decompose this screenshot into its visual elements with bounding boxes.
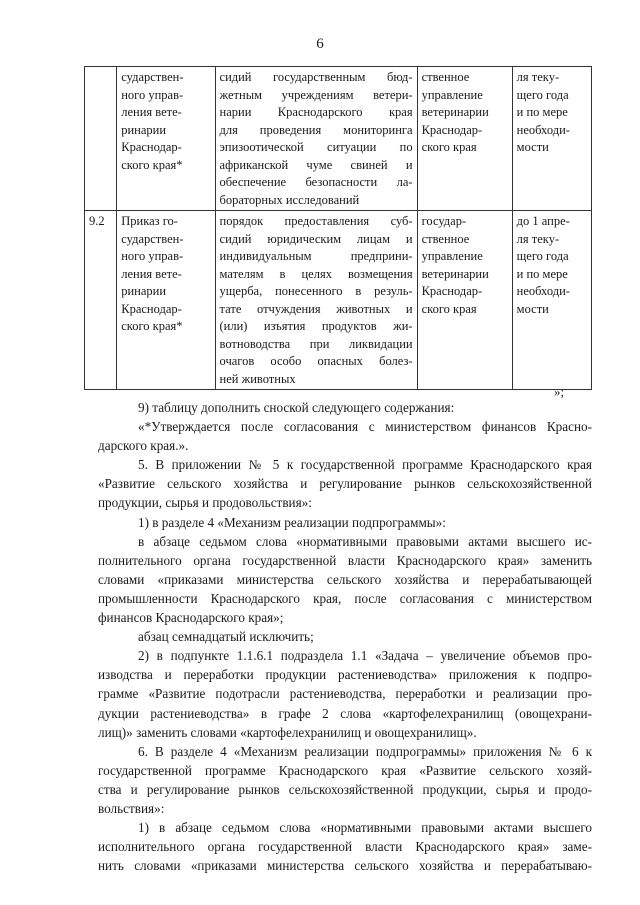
deadline-cell: [512, 211, 591, 390]
cell-text-line: Краснодар-: [421, 284, 483, 298]
cell-text-line: ственное: [421, 231, 470, 246]
responsible-cell: [417, 67, 512, 211]
text-line: нить словами «приказами министерства сельского хозяйства и перерабатываю-: [98, 858, 592, 874]
cell-text-line: ного управ-: [121, 87, 184, 102]
cell-text-line: мости: [516, 140, 549, 154]
cell-text-line: жетным учреждениям ветери-: [219, 87, 413, 102]
text-line: ства и регулирование рынков сельскохозяйственной продукции, сырья и продо-: [98, 781, 592, 797]
cell-text-line: ного управ-: [121, 249, 184, 263]
cell-text-line: Краснодар-: [121, 301, 182, 316]
cell-text-line: эпизоотической ситуации по: [219, 140, 413, 154]
text-line: в абзаце седьмом слова «нормативными правовыми актами высшего ис-: [138, 533, 592, 549]
cell-text-line: ветеринарии: [421, 105, 489, 119]
text-line: полнительного органа государственной власти Краснодарского края» заменить: [98, 552, 592, 568]
cell-text-line: необходи-: [516, 284, 570, 298]
table-closing-quote: »;: [554, 384, 565, 399]
text-line: 1) в разделе 4 «Механизм реализации подпрограммы»:: [138, 514, 446, 530]
text-line: исполнительного органа государственной власти Краснодарского края» заме-: [98, 839, 592, 855]
row-number: 9.2: [89, 214, 105, 228]
cell-text-line: бораторных исследований: [219, 192, 360, 207]
table-row: [85, 211, 592, 390]
document-body: [98, 398, 592, 875]
text-line: вольствия»:: [98, 800, 165, 816]
cell-text-line: вотноводства при ликвидации: [219, 336, 413, 351]
cell-text-line: и по мере: [516, 266, 568, 281]
cell-text-line: ского края: [421, 301, 477, 316]
text-line: «Развитие сельского хозяйства и регулирование рынков сельскохозяйственной: [98, 476, 592, 492]
text-line: «*Утверждается после согласования с министерством финансов Красно-: [138, 419, 592, 435]
description-cell: [215, 67, 417, 211]
text-line: 6. В разделе 4 «Механизм реализации подпрограммы» приложения № 6 к: [138, 743, 592, 759]
page-number: 6: [316, 36, 324, 52]
cell-text-line: до 1 апре-: [516, 214, 570, 228]
cell-text-line: ля теку-: [516, 231, 560, 246]
cell-text-line: обеспечение безопасности ла-: [219, 175, 413, 189]
cell-text-line: ветеринарии: [421, 266, 489, 281]
text-line: словами «приказами министерства сельского хозяйства и перерабатывающей: [98, 571, 592, 587]
text-line: 9) таблицу дополнить сноской следующего содержания:: [138, 400, 455, 415]
cell-text-line: сидий юридическим лицам и: [219, 231, 413, 246]
cell-text-line: мости: [516, 301, 549, 316]
cell-text-line: ринарии: [121, 284, 167, 298]
cell-text-line: ущерба, понесенного в резуль-: [219, 284, 413, 298]
text-line: 2) в подпункте 1.1.6.1 подраздела 1.1 «Задача – увеличение объемов про-: [138, 648, 592, 664]
paragraph: [98, 742, 592, 818]
cell-text-line: ринарии: [121, 122, 167, 137]
table-body: [85, 67, 592, 390]
text-line: грамме «Развитие подотрасли растениеводства, переработки и реализации про-: [98, 686, 592, 702]
description-cell: [215, 211, 417, 390]
cell-text-line: ского края: [421, 140, 477, 154]
cell-text-line: ского края*: [121, 319, 183, 333]
cell-text-line: нарии Краснодарского края: [219, 105, 413, 119]
row-number-cell: [85, 211, 117, 390]
paragraph: [98, 513, 592, 532]
cell-text-line: ственное: [421, 70, 470, 84]
table-row: [85, 67, 592, 211]
cell-text-line: для проведения мониторинга: [219, 122, 413, 137]
cell-text-line: управление: [421, 249, 483, 263]
cell-text-line: государ-: [421, 214, 467, 228]
responsible-cell: [417, 211, 512, 390]
cell-text-line: очагов особо опасных болез-: [219, 354, 413, 368]
cell-text-line: сидий государственным бюд-: [219, 70, 413, 84]
paragraph: [98, 417, 592, 455]
legal-act-cell: [117, 67, 215, 211]
cell-text-line: и по мере: [516, 105, 568, 119]
cell-text-line: ля теку-: [516, 70, 560, 84]
cell-text-line: мателям в целях возмещения: [219, 266, 413, 281]
paragraph: [98, 627, 592, 646]
text-line: 5. В приложении № 5 к государственной программе Краснодарского края: [138, 457, 592, 473]
paragraph: [98, 398, 592, 417]
cell-text-line: Краснодар-: [421, 122, 483, 137]
text-line: продукции, сырья и продовольствия»:: [98, 495, 312, 511]
cell-text-line: сударствен-: [121, 70, 184, 84]
cell-text-line: щего года: [516, 87, 569, 102]
cell-text-line: необходи-: [516, 122, 570, 137]
paragraph: [98, 646, 592, 741]
text-line: изводства и переработки продукции растениеводства» приложения к подпро-: [98, 667, 592, 683]
cell-text-line: Приказ го-: [121, 214, 178, 228]
legal-act-cell: [117, 211, 215, 390]
cell-text-line: Краснодар-: [121, 140, 182, 154]
text-line: дарского края.».: [98, 438, 189, 454]
paragraph: [98, 455, 592, 512]
cell-text-line: ней животных: [219, 371, 296, 386]
cell-text-line: ления вете-: [121, 266, 182, 281]
cell-text-line: управление: [421, 87, 483, 102]
text-line: государственной программе Краснодарского края «Развитие сельского хозяй-: [98, 762, 592, 778]
row-number-cell: [85, 67, 117, 211]
text-line: финансов Краснодарского края»;: [98, 610, 284, 626]
cell-text-line: ского края*: [121, 157, 183, 172]
cell-text-line: (или) изъятия продуктов жи-: [219, 319, 413, 333]
paragraph: [98, 818, 592, 875]
deadline-cell: [512, 67, 591, 211]
text-line: дукции растениеводства» в графе 2 слова «картофелехранилищ (овощехрани-: [98, 705, 592, 721]
text-line: промышленности Краснодарского края, после согласования с министерством: [98, 590, 592, 606]
measures-table: [84, 66, 592, 390]
cell-text-line: сударствен-: [121, 231, 184, 246]
cell-text-line: щего года: [516, 249, 569, 263]
cell-text-line: индивидуальным предприни-: [219, 249, 413, 263]
cell-text-line: порядок предоставления суб-: [219, 214, 413, 228]
paragraph: [98, 532, 592, 627]
cell-text-line: ления вете-: [121, 105, 182, 119]
text-line: абзац семнадцатый исключить;: [138, 629, 314, 645]
cell-text-line: тате отчуждения животных и: [219, 301, 413, 316]
cell-text-line: африканской чуме свиней и: [219, 157, 413, 172]
text-line: лищ)» заменить словами «картофелехранилищ и овощехранилищ».: [98, 724, 477, 740]
text-line: 1) в абзаце седьмом слова «нормативными правовыми актами высшего: [138, 820, 592, 836]
